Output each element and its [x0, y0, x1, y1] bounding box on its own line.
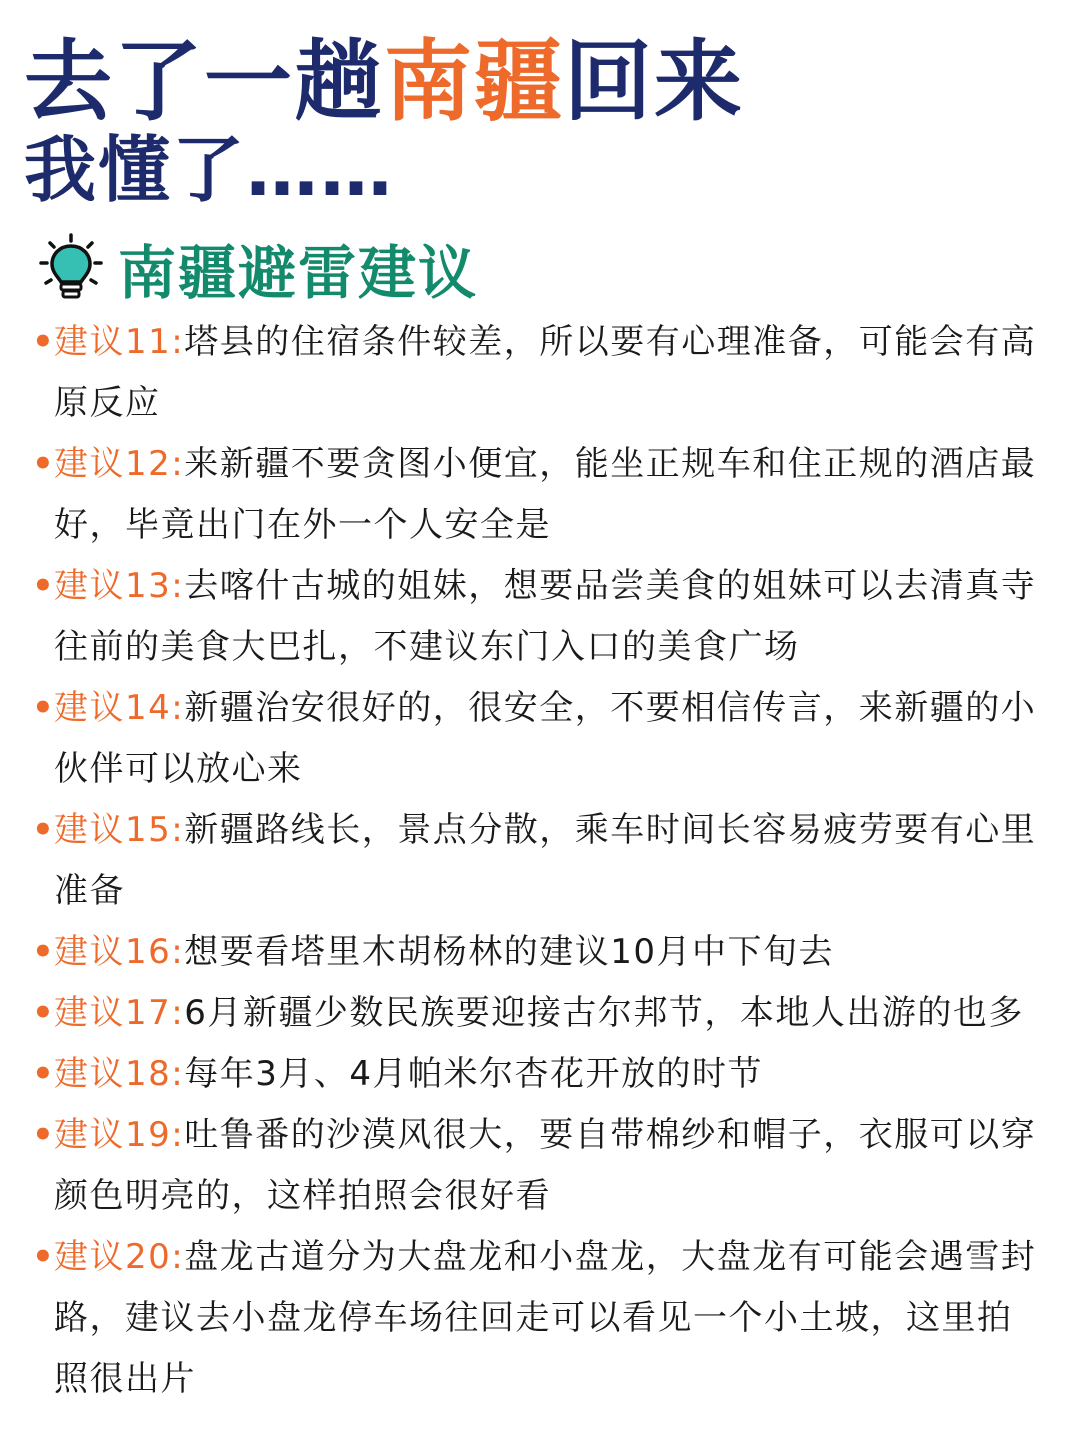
- bullet-dot: •: [32, 688, 56, 728]
- tip-text: 6月新疆少数民族要迎接古尔邦节，本地人出游的也多: [184, 993, 1024, 1033]
- tip-label: 建议15:: [54, 810, 185, 850]
- tip-item: [32, 312, 1042, 434]
- bullet-dot: •: [32, 1237, 56, 1277]
- tip-label: 建议12:: [54, 444, 185, 484]
- bullet-dot: •: [32, 810, 56, 850]
- tips-list: [32, 312, 1042, 1410]
- lightbulb-icon: [38, 233, 104, 303]
- tip-label: 建议17:: [54, 993, 185, 1033]
- tip-item: [32, 678, 1042, 800]
- tip-label: 建议13:: [54, 566, 185, 606]
- tip-item: [32, 922, 1042, 983]
- tip-label: 建议16:: [54, 932, 185, 972]
- page-subtitle: 我懂了……: [24, 128, 395, 212]
- tip-label: 建议19:: [54, 1115, 185, 1155]
- tip-item: [32, 1227, 1042, 1410]
- tip-item: [32, 983, 1042, 1044]
- title-accent: 南疆: [384, 30, 565, 133]
- tip-item: [32, 1044, 1042, 1105]
- section-title: 南疆避雷建议: [118, 239, 479, 307]
- bullet-dot: •: [32, 1115, 56, 1155]
- tip-item: [32, 800, 1042, 922]
- tip-text: 想要看塔里木胡杨林的建议10月中下旬去: [184, 932, 834, 972]
- bullet-dot: •: [32, 993, 56, 1033]
- tip-item: [32, 1105, 1042, 1227]
- tip-text: 吐鲁番的沙漠风很大，要自带棉纱和帽子，衣服可以穿颜色明亮的，这样拍照会很好看: [54, 1115, 1037, 1216]
- bullet-dot: •: [32, 566, 56, 606]
- tip-text: 盘龙古道分为大盘龙和小盘龙，大盘龙有可能会遇雪封路，建议去小盘龙停车场往回走可以看见一个小土坡，这里拍照很出片: [54, 1237, 1037, 1399]
- tip-text: 新疆治安很好的，很安全，不要相信传言，来新疆的小伙伴可以放心来: [54, 688, 1037, 789]
- bullet-dot: •: [32, 932, 56, 972]
- title-part-1: 去了一趟: [24, 30, 385, 133]
- tip-item: [32, 434, 1042, 556]
- tip-label: 建议11:: [54, 322, 185, 362]
- title-part-2: 回来: [564, 30, 745, 133]
- tip-label: 建议20:: [54, 1237, 185, 1277]
- tip-label: 建议18:: [54, 1054, 185, 1094]
- tip-item: [32, 556, 1042, 678]
- tip-text: 来新疆不要贪图小便宜，能坐正规车和住正规的酒店最好，毕竟出门在外一个人安全是: [54, 444, 1037, 545]
- tip-text: 去喀什古城的姐妹，想要品尝美食的姐妹可以去清真寺往前的美食大巴扎，不建议东门入口的美食广场: [54, 566, 1037, 667]
- tip-text: 新疆路线长，景点分散，乘车时间长容易疲劳要有心里准备: [54, 810, 1037, 911]
- bullet-dot: •: [32, 1054, 56, 1094]
- tip-label: 建议14:: [54, 688, 185, 728]
- tip-text: 每年3月、4月帕米尔杏花开放的时节: [184, 1054, 763, 1094]
- bullet-dot: •: [32, 444, 56, 484]
- page-title: [24, 30, 744, 134]
- section-header: [38, 228, 478, 308]
- bullet-dot: •: [32, 322, 56, 362]
- tip-text: 塔县的住宿条件较差，所以要有心理准备，可能会有高原反应: [54, 322, 1037, 423]
